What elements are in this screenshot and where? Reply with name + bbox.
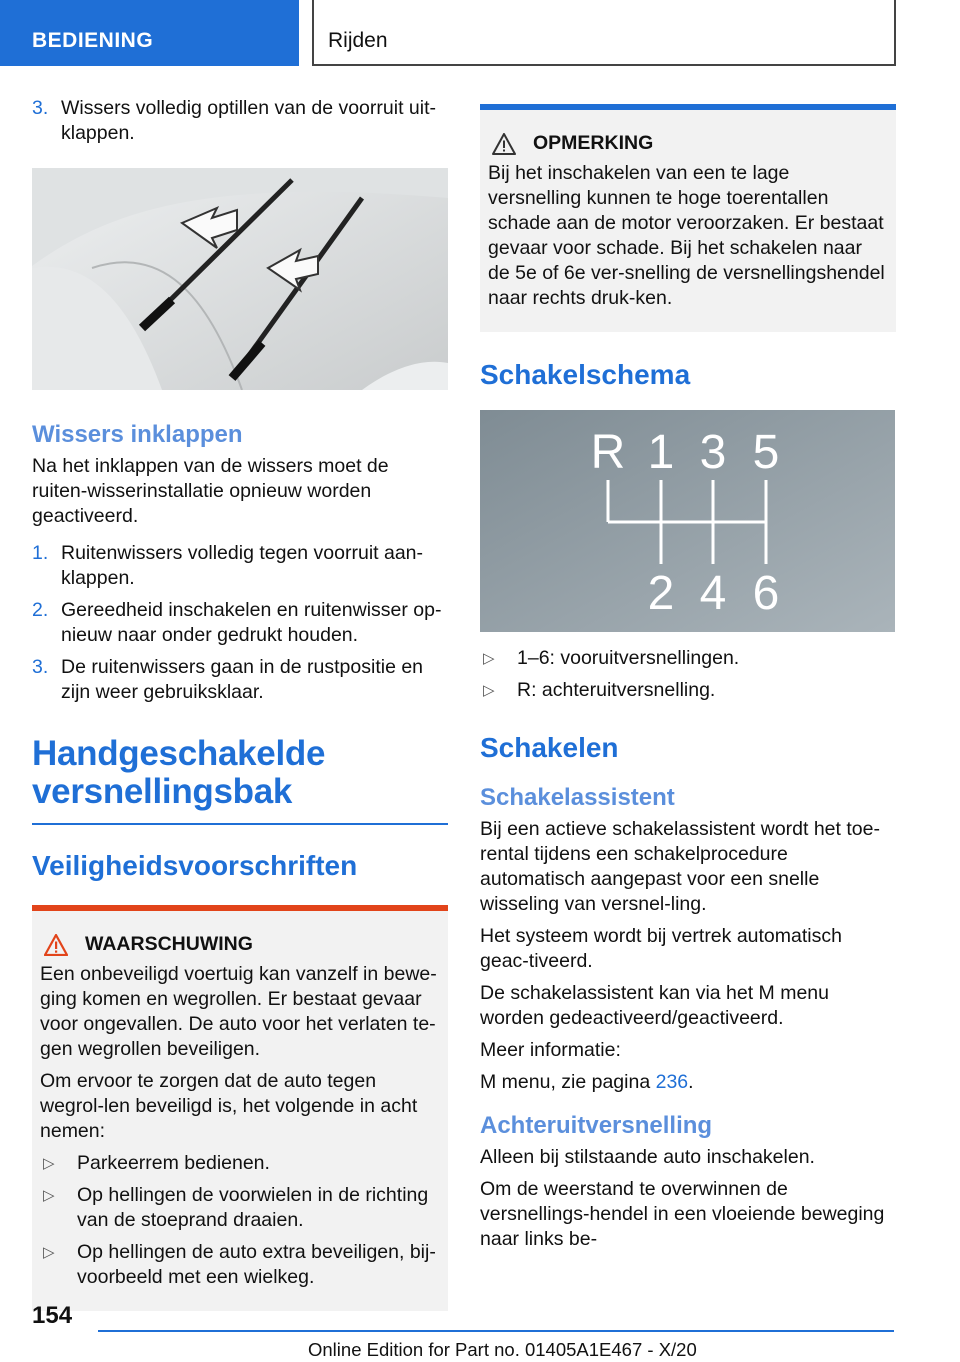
header-chapter: Rijden — [312, 0, 896, 66]
list-item — [40, 1240, 438, 1290]
assist-ref-prefix: M menu, zie pagina — [480, 1071, 656, 1093]
gear-label: 6 — [752, 567, 780, 620]
assist-text-2: Het systeem wordt bij vertrek automatisch geac-tiveerd. — [480, 925, 842, 972]
list-text: Op hellingen de auto extra beveiligen, bij-voorbeeld met een wielkeg. — [77, 1241, 436, 1288]
note-box — [480, 104, 896, 332]
gear-label: 1 — [647, 426, 675, 479]
footer-edition: Online Edition for Part no. 01405A1E467 - X/20 — [308, 1339, 697, 1360]
wiper-illustration — [32, 168, 448, 390]
step-number: 2. — [32, 599, 49, 621]
warning-triangle-icon — [492, 133, 516, 155]
list-item — [32, 598, 448, 648]
wipers-heading: Wissers inklappen — [32, 421, 243, 448]
list-text: Op hellingen de voorwielen in de richting van de stoeprand draaien. — [77, 1184, 429, 1231]
gear-label: R — [590, 426, 626, 479]
triangle-bullet-icon: ▷ — [43, 1155, 55, 1172]
safety-heading: Veiligheidsvoorschriften — [32, 850, 358, 881]
triangle-bullet-icon: ▷ — [483, 650, 495, 667]
warning-text-1: Een onbeveiligd voertuig kan vanzelf in bewe-ging komen en wegrollen. Er bestaat gevaar voor ongevallen. De auto voor het verlaten te-gen wegrollen beveiligen. — [40, 963, 437, 1060]
triangle-bullet-icon: ▷ — [43, 1244, 55, 1261]
step-text: De ruitenwissers gaan in de rustpositie en zijn weer gebruiksklaar. — [61, 656, 424, 703]
step-text: Ruitenwissers volledig tegen voorruit aan-klappen. — [61, 542, 424, 589]
gear-label: 3 — [699, 426, 727, 479]
note-title-row — [488, 132, 886, 155]
step-text: Gereedheid inschakelen en ruitenwisser op-nieuw naar onder gedrukt houden. — [61, 599, 442, 646]
step-number: 3. — [32, 656, 49, 678]
assist-ref-suffix: . — [688, 1071, 694, 1093]
page-link-236[interactable]: 236 — [655, 1071, 689, 1093]
assist-heading: Schakelassistent — [480, 784, 675, 811]
list-text: R: achteruitversnelling. — [517, 679, 716, 701]
note-text: Bij het inschakelen van een te lage versnelling kunnen te hoge toerentallen schade aan de motor veroorzaken. Er bestaat gevaar voor schade. Bij het schakelen naar de 5e of 6e ver-snelling de versnellingshendel naar rechts druk-ken. — [488, 162, 885, 309]
header-section: BEDIENING — [0, 0, 299, 66]
wipers-steps — [32, 541, 448, 705]
assist-text-5 — [480, 1070, 896, 1095]
gear-label: 5 — [752, 426, 780, 479]
step-text: Wissers volledig optillen van de voorruit uit-klappen. — [61, 97, 436, 144]
main-heading: Handgeschakelde versnellingsbak — [32, 734, 326, 811]
step-number: 3. — [32, 97, 49, 119]
note-title: OPMERKING — [533, 132, 654, 154]
shift-heading: Schakelen — [480, 732, 619, 763]
left-column — [32, 96, 448, 1311]
warning-list — [40, 1151, 438, 1290]
triangle-bullet-icon: ▷ — [43, 1187, 55, 1204]
gear-label: 4 — [699, 567, 727, 620]
assist-text-4: Meer informatie: — [480, 1039, 621, 1061]
triangle-bullet-icon: ▷ — [483, 682, 495, 699]
gear-label: 2 — [647, 567, 675, 620]
list-text: Parkeerrem bedienen. — [77, 1152, 270, 1174]
warning-title-row — [40, 933, 438, 956]
right-column — [480, 104, 896, 1259]
heading-divider — [32, 823, 448, 825]
gear-schema-figure — [480, 410, 895, 632]
list-item — [40, 1183, 438, 1233]
wiper-drawing — [32, 168, 448, 390]
assist-text-1: Bij een actieve schakelassistent wordt het toe-rental tijdens een schakelprocedure automatisch aangepast voor een snelle wisseling van versnel-ling. — [480, 818, 880, 915]
wipers-intro: Na het inklappen van de wissers moet de ruiten-wisserinstallatie opnieuw worden geactiveerd. — [32, 455, 389, 527]
step-list-top — [32, 96, 448, 146]
step-number: 1. — [32, 542, 49, 564]
warning-triangle-icon — [44, 934, 68, 956]
page-number: 154 — [32, 1302, 73, 1329]
assist-text-3: De schakelassistent kan via het M menu worden gedeactiveerd/geactiveerd. — [480, 982, 830, 1029]
warning-title: WAARSCHUWING — [85, 933, 253, 955]
list-item — [480, 646, 896, 671]
list-item — [32, 541, 448, 591]
gear-schema-drawing — [480, 410, 895, 632]
reverse-text-1: Alleen bij stilstaande auto inschakelen. — [480, 1146, 815, 1168]
list-item — [40, 1151, 438, 1176]
reverse-text-2: Om de weerstand te overwinnen de versnellings-hendel in een vloeiende beweging naar links be- — [480, 1178, 885, 1250]
schema-list — [480, 646, 896, 703]
list-text: 1–6: vooruitversnellingen. — [517, 647, 740, 669]
warning-text-2: Om ervoor te zorgen dat de auto tegen wegrol-len beveiligd is, het volgende in acht nemen: — [40, 1070, 418, 1142]
list-item — [32, 655, 448, 705]
list-item — [32, 96, 448, 146]
schema-heading: Schakelschema — [480, 359, 691, 390]
footer-divider — [98, 1330, 894, 1332]
list-item — [480, 678, 896, 703]
reverse-heading: Achteruitversnelling — [480, 1112, 713, 1139]
warning-box — [32, 905, 448, 1311]
